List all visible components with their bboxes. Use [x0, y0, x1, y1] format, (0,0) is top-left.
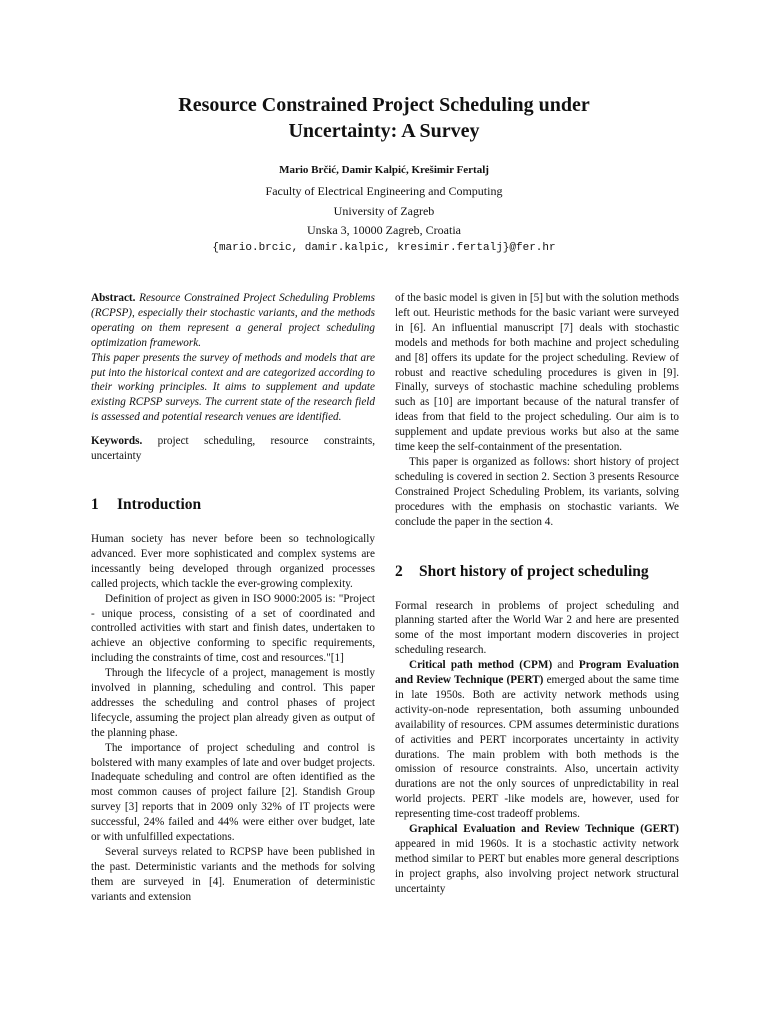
section-heading-introduction — [91, 494, 375, 515]
title-line-1: Resource Constrained Project Scheduling under — [178, 94, 590, 116]
intro-paragraph-6: This paper is organized as follows: short history of project scheduling is covered in section 2. Section 3 presents Resource Constrained Project Scheduling Problem, its variants, solving procedures with the emphasis on stochastic variants. We conclude the paper in the section 4. — [395, 455, 679, 528]
history-paragraph-3-text: appeared in mid 1960s. It is a stochastic activity network method similar to PERT but enables more general descriptions in project graphs, also involving project network structural uncertainty — [395, 838, 679, 895]
history-paragraph-2 — [395, 658, 679, 822]
affiliation-university: University of Zagreb — [333, 204, 435, 218]
intro-paragraph-5: Several surveys related to RCPSP have been published in the past. Deterministic variants and the methods for solving them are surveyed in [4]. Enumeration of deterministic variants and extension — [91, 846, 375, 903]
history-paragraph-1: Formal research in problems of project scheduling and planning started after the World War 2 and here are presented some of the most important modern discoveries in project scheduling research. — [395, 599, 679, 657]
title-line-2: Uncertainty: A Survey — [288, 120, 480, 142]
history-paragraph-3 — [395, 822, 679, 897]
left-column — [91, 291, 375, 905]
section-number: 1 — [91, 495, 99, 513]
intro-paragraph-5-continued: of the basic model is given in [5] but with the solution methods left out. Heuristic methods for the basic variant were surveyed in [6]. An influential manuscript [7] deals with stochastic models and methods for both machine and project scheduling and [8] offers its update for the project scheduling. Review of robust and reactive scheduling procedures is given in [9]. Finally, surveys of stochastic machine scheduling problems such as [10] are important because of the natural transfer of ideas from that field to the project scheduling. Our aim is to supplement and update previous works but also at the same time keep the self-containment of the presentation. — [395, 292, 679, 454]
history-paragraph-2-text: emerged about the same time in late 1950s. Both are activity network methods using activity-on-node representation, both assuming unbounded availability of resources. CPM assumes deterministic durations of activities and PERT incorporates uncertainty in activity durations. The main problem with both methods is the omission of resource constraints. Also, uncertain activity durations are not the only sources of unpredictability in real world projects. PERT -like models are, however, used for representing time-cost tradeoff problems. — [395, 674, 679, 821]
intro-paragraph-3: Through the lifecycle of a project, management is mostly involved in planning, scheduling and control. This paper addresses the scheduling and control phases of project lifecycle, assuming the project plan already given as output of the planning phase. — [91, 667, 375, 739]
intro-paragraph-4: The importance of project scheduling and control is bolstered with many examples of late and over budget projects. Inadequate scheduling and control are often identified as the most common causes of project failure [2]. Standish Group survey [3] reports that in 2009 only 32% of IT projects were successful, 24% failed and 44% were either over budget, late or with unfulfilled expectations. — [91, 741, 375, 844]
abstract-paragraph-2: This paper presents the survey of methods and models that are put into the historical context and are categorized according to their working principles. It aims to supplement and update existing RCPSP surveys. The current state of the research field is assessed and potential research venues are identified. — [91, 351, 375, 424]
section-title: Introduction — [117, 495, 202, 513]
term-cpm: Critical path method (CPM) — [409, 659, 553, 672]
abstract-paragraph-1 — [91, 291, 375, 351]
intro-paragraph-2: Definition of project as given in ISO 9000:2005 is: "Project - unique process, consisting of a set of coordinated and controlled activities with start and finish dates, undertaken to achieve an objective conforming to specific requirements, including the constraints of time, cost and resources."[1] — [91, 592, 375, 665]
right-column — [395, 291, 679, 897]
term-pert: Program Evaluation and Review Technique (PERT) — [395, 659, 680, 687]
affiliation-emails: {mario.brcic, damir.kalpic, kresimir.fertalj}@fer.hr — [212, 242, 556, 254]
affiliation-address: Unska 3, 10000 Zagreb, Croatia — [307, 223, 461, 237]
section-number: 2 — [395, 562, 403, 580]
affiliation-faculty: Faculty of Electrical Engineering and Computing — [265, 184, 503, 198]
keywords-label: Keywords. — [91, 435, 143, 448]
conjunction: and — [552, 659, 579, 672]
keywords-text: project scheduling, resource constraints, uncertainty — [91, 435, 376, 463]
section-title: Short history of project scheduling — [419, 562, 649, 580]
intro-paragraph-1: Human society has never before been so technologically advanced. Ever more sophisticated and complex systems are incessantly being developed through organized processes called projects, which tackle the ever-growing complexity. — [91, 532, 375, 590]
abstract-text: Resource Constrained Project Scheduling Problems (RCPSP), especially their stochastic variants, and the methods operating on them represent a general project scheduling optimization framework. — [91, 292, 375, 349]
paper-title — [0, 92, 768, 144]
keywords — [91, 434, 375, 464]
term-gert: Graphical Evaluation and Review Technique (GERT) — [409, 823, 679, 836]
author-list: Mario Brčić, Damir Kalpić, Krešimir Fertalj — [279, 164, 489, 176]
section-heading-history — [395, 561, 679, 582]
abstract-label: Abstract. — [91, 292, 136, 304]
